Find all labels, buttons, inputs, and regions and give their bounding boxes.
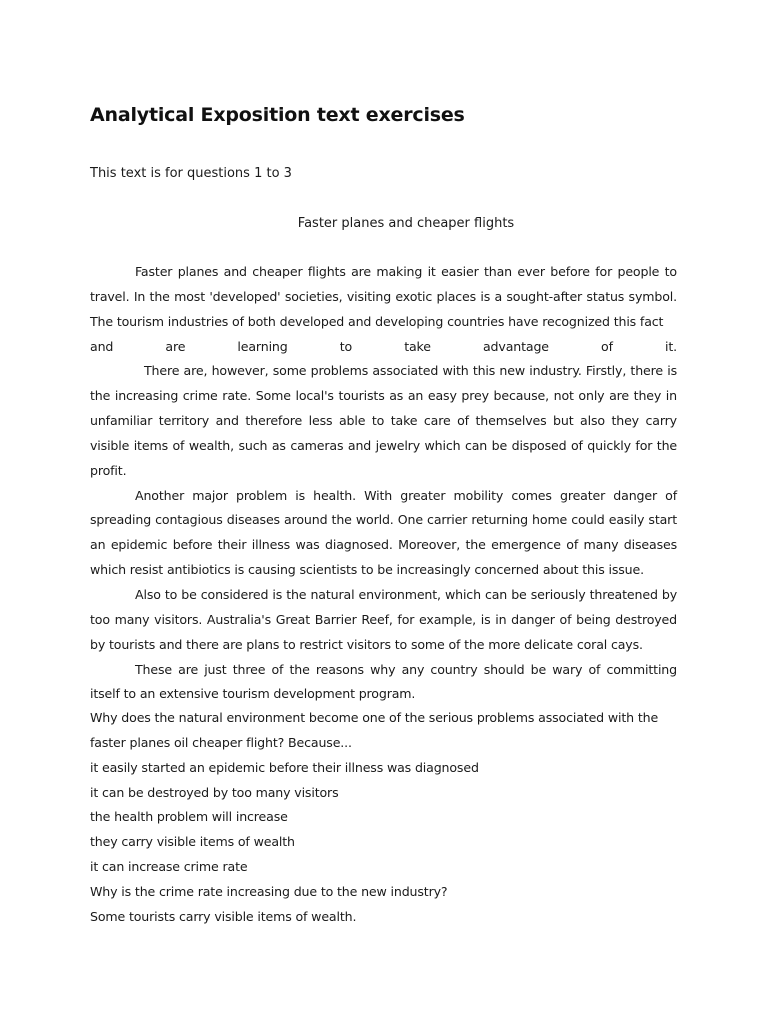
paragraph-2: There are, however, some problems associated with this new industry. Firstly, there is the increasing crime rate. Some local's tourists as an easy prey because, not only are they in unfamiliar territory and therefore less able to take care of themselves but also they carry visible items of wealth, such as cameras and jewelry which can be disposed of quickly for the profit.	[90, 363, 677, 478]
page-title: Analytical Exposition text exercises	[90, 104, 465, 126]
paragraph-4: Also to be considered is the natural environment, which can be seriously threatened by too many visitors. Australia's Great Barrier Reef, for example, is in danger of being destroyed by tourists and there are plans to restrict visitors to some of the more delicate coral cays.	[90, 586, 677, 652]
answer-option: it can increase crime rate	[90, 859, 248, 875]
paragraph-5: These are just three of the reasons why any country should be wary of committing itself to an extensive tourism development program.	[90, 661, 677, 702]
word: of	[601, 338, 613, 354]
document-page	[90, 100, 677, 924]
paragraph-1-text: Faster planes and cheaper flights are making it easier than ever before for people to travel. In the most 'developed' societies, visiting exotic places is a sought-after status symbol. The tourism industries of both developed and developing countries have recognized this fact	[90, 264, 677, 329]
question-2: Why is the crime rate increasing due to the new industry?	[90, 883, 448, 899]
reading-text	[90, 260, 677, 707]
paragraph-1	[90, 260, 677, 335]
question-1: Why does the natural environment become one of the serious problems associated with the faster planes oil cheaper flight? Because...	[90, 710, 659, 750]
text-subtitle: Faster planes and cheaper flights	[297, 216, 515, 231]
paragraph-3: Another major problem is health. With greater mobility comes greater danger of spreading contagious diseases around the world. One carrier returning home could easily start an epidemic before their illness was diagnosed. Moreover, the emergence of many diseases which resist antibiotics is causing scientists to be increasingly concerned about this issue.	[90, 487, 677, 578]
word: take	[404, 338, 431, 354]
paragraph-1-last-line	[90, 335, 677, 360]
answer-option: the health problem will increase	[90, 809, 288, 825]
word: learning	[237, 338, 288, 354]
word: advantage	[482, 338, 549, 354]
word: are	[165, 338, 186, 354]
answer-option: it easily started an epidemic before their illness was diagnosed	[90, 759, 479, 775]
answer-2: Some tourists carry visible items of wealth.	[90, 908, 357, 924]
word: to	[339, 338, 353, 354]
word: and	[90, 338, 114, 354]
word: it.	[665, 338, 677, 354]
intro-text: This text is for questions 1 to 3	[90, 166, 292, 181]
answer-option: it can be destroyed by too many visitors	[90, 784, 339, 800]
answer-option: they carry visible items of wealth	[90, 834, 295, 850]
questions-section	[90, 706, 677, 930]
